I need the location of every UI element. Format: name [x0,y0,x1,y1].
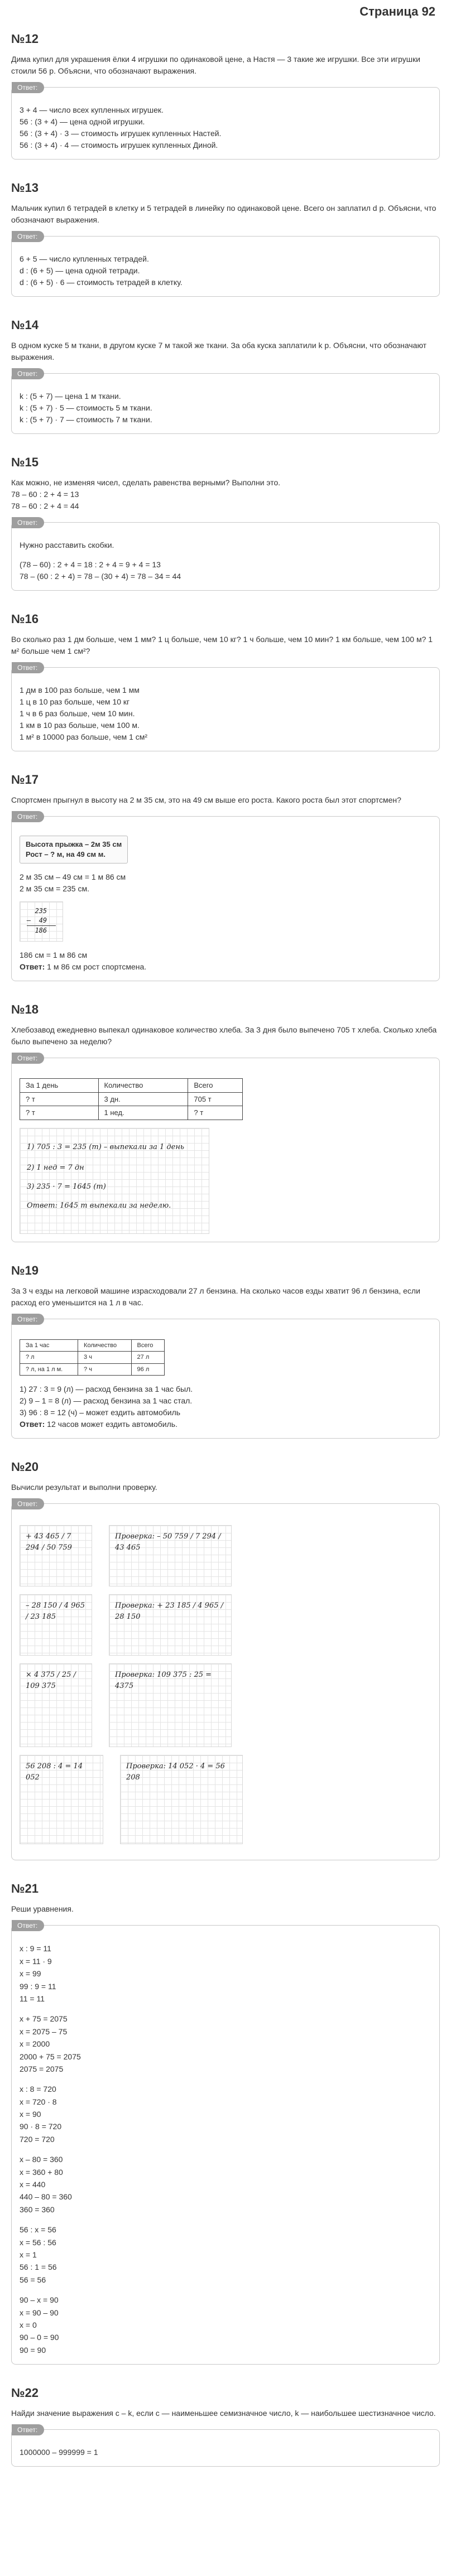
answer-box [11,233,440,297]
answer-line: 1 км в 10 раз больше, чем 100 м. [20,721,140,730]
answer-line: x = 440 [20,2180,46,2189]
table-row [20,1352,165,1364]
task-19 [11,1261,440,1439]
check-text: Проверка: 14 052 · 4 = 56 208 [126,1762,228,1782]
check-text: Проверка: 109 375 : 25 = 4375 [115,1671,214,1690]
hand-line: 3) 235 · 7 = 1645 (т) [27,1182,106,1191]
answer-tag: Ответ: [12,811,44,822]
task-number: №16 [11,612,39,626]
task-question: Мальчик купил 6 тетрадей в клетку и 5 тетрадей в линейку по одинаковой цене. Всего он заплатил d р. Объясни, что обозначают выражения. [11,204,436,224]
table-cell: 1 нед. [98,1106,188,1120]
answer-line: 90 – x = 90 [20,2295,59,2305]
answer-line: 2 м 35 см = 235 см. [20,884,89,894]
task-17 [11,770,440,981]
answer-tag: Ответ: [12,1498,44,1509]
answer-line: k : (5 + 7) · 5 — стоимость 5 м ткани. [20,403,152,412]
answer-line: 90 – 0 = 90 [20,2333,59,2342]
answer-line: x : 8 = 720 [20,2085,56,2094]
answer-tag: Ответ: [12,1920,44,1931]
answer-line: x = 90 [20,2110,41,2119]
answer-line: 1 м² в 10000 раз больше, чем 1 см² [20,732,148,741]
calc-row [20,1525,431,1586]
table-row [20,1079,243,1093]
table-cell: 705 т [188,1092,243,1106]
task-number: №18 [11,1002,39,1017]
handwritten-calc [20,1594,92,1656]
answer-line: 2) 9 – 1 = 8 (л) — расход бензина за 1 час стал. [20,1396,193,1406]
answer-box [11,519,440,591]
task-question: Вычисли результат и выполни проверку. [11,1483,157,1492]
handwritten-check [109,1594,232,1656]
final-answer-label: Ответ: [20,1420,45,1429]
final-answer-label: Ответ: [20,962,45,972]
scheme-line: Рост – ? м, на 49 см м. [26,850,106,859]
table-cell: За 1 час [20,1339,78,1352]
handwritten-check [120,1755,243,1844]
table-cell: Всего [188,1079,243,1093]
data-table [20,1339,165,1376]
check-text: Проверка: + 23 185 / 4 965 / 28 150 [115,1601,226,1621]
answer-line: 186 см = 1 м 86 см [20,951,88,960]
task-number: №21 [11,1882,39,1896]
answer-line: k : (5 + 7) · 7 — стоимость 7 м ткани. [20,415,152,424]
hand-line: 2) 1 нед = 7 дн [27,1163,84,1172]
data-table [20,1078,243,1120]
task-22 [11,2384,440,2467]
handwritten-calc [20,1525,92,1586]
answer-line: 90 · 8 = 720 [20,2122,62,2131]
answer-line: 56 : (3 + 4) — цена одной игрушки. [20,117,145,126]
table-row [20,1363,165,1376]
table-cell: ? л [20,1352,78,1364]
answer-line: 6 + 5 — число купленных тетрадей. [20,254,149,263]
answer-tag: Ответ: [12,1053,44,1064]
answer-box [11,1054,440,1242]
task-question [11,477,440,512]
answer-box [11,813,440,981]
answer-line: 720 = 720 [20,2134,55,2144]
answer-line: 56 = 56 [20,2275,46,2284]
hand-line: Ответ: 1645 т выпекали за неделю. [27,1201,171,1210]
scheme-line: Высота прыжка – 2м 35 см [26,840,122,848]
answer-box [11,1922,440,2365]
answer-line: 3 + 4 — число всех купленных игрушек. [20,105,164,114]
answer-box [11,2426,440,2467]
task-question: Реши уравнения. [11,1904,74,1914]
calc-row [20,1594,431,1656]
answer-tag: Ответ: [12,231,44,242]
answer-box [11,664,440,751]
page-title: Страница 92 [359,4,435,18]
answer-line: 3) 96 : 8 = 12 (ч) – может ездить автомобиль [20,1408,181,1417]
handwritten-solution [20,1128,209,1234]
answer-line: 56 : (3 + 4) · 4 — стоимость игрушек купленных Диной. [20,141,218,149]
answer-tag: Ответ: [12,82,44,93]
answer-line: 1000000 – 999999 = 1 [20,2448,98,2457]
task-question: За 3 ч езды на легковой машине израсходовали 27 л бензина. На сколько часов езды хватит 96 л бензина, если расход его уменьшится на 1 л в час. [11,1286,420,1307]
final-answer-text: 12 часов может ездить автомобиль. [45,1420,177,1429]
task-number: №17 [11,773,39,787]
answer-line: x = 720 · 8 [20,2097,57,2106]
answer-tag: Ответ: [12,662,44,673]
question-line: Как можно, не изменяя чисел, сделать равенства верными? Выполни это. [11,478,281,487]
task-question: Спортсмен прыгнул в высоту на 2 м 35 см, это на 49 см выше его роста. Какого роста был этот спортсмен? [11,795,401,804]
answer-line: d : (6 + 5) · 6 — стоимость тетрадей в клетку. [20,278,183,287]
task-15 [11,453,440,591]
task-number: №13 [11,181,39,195]
answer-line: 56 : (3 + 4) · 3 — стоимость игрушек купленных Настей. [20,129,222,138]
calc-text: – 28 150 / 4 965 / 23 185 [26,1601,88,1621]
scheme-box [20,836,128,864]
answer-tag: Ответ: [12,368,44,379]
table-cell: Всего [131,1339,164,1352]
answer-line: x = 2075 – 75 [20,2027,68,2036]
task-12 [11,30,440,160]
answer-line: 440 – 80 = 360 [20,2192,72,2202]
final-answer [20,1419,431,1430]
calc-text: + 43 465 / 7 294 / 50 759 [26,1532,74,1552]
answer-line: x = 56 : 56 [20,2237,56,2247]
answer-line: 78 – (60 : 2 + 4) = 78 – (30 + 4) = 78 – 34 = 44 [20,572,181,581]
answer-line: 56 : 1 = 56 [20,2263,57,2272]
table-cell: ? л, на 1 л м. [20,1363,78,1376]
calc-row [20,1755,431,1844]
answer-line: x + 75 = 2075 [20,2014,68,2024]
answer-line: x = 99 [20,1969,41,1979]
answer-line: 99 : 9 = 11 [20,1981,56,1991]
calc-line: 186 [27,927,47,935]
answer-box [11,370,440,434]
answer-line: 360 = 360 [20,2204,55,2214]
table-row [20,1106,243,1120]
answer-line: x = 11 · 9 [20,1956,52,1966]
answer-line: k : (5 + 7) — цена 1 м ткани. [20,392,121,401]
answer-line: Нужно расставить скобки. [20,541,114,549]
answer-line: 11 = 11 [20,1994,45,2003]
task-number: №14 [11,318,39,332]
answer-box [11,1315,440,1439]
column-calculation [20,901,63,942]
hand-line: 1) 705 : 3 = 235 (т) – выпекали за 1 день [27,1142,185,1151]
table-cell: За 1 день [20,1079,99,1093]
answer-line: 2075 = 2075 [20,2064,64,2073]
table-cell: ? т [20,1092,99,1106]
handwritten-check [109,1663,232,1747]
answer-line: 1 ц в 10 раз больше, чем 10 кг [20,697,130,706]
handwritten-calc [20,1755,103,1844]
answer-line: 1 ч в 6 раз больше, чем 10 мин. [20,709,135,718]
task-number: №19 [11,1263,39,1277]
task-20 [11,1458,440,1860]
answer-line: 1) 27 : 3 = 9 (л) — расход бензина за 1 час был. [20,1385,193,1394]
answer-line: 56 : x = 56 [20,2225,56,2235]
final-answer-text: 1 м 86 см рост спортсмена. [45,962,147,972]
table-cell: 3 дн. [98,1092,188,1106]
table-cell: Количество [78,1339,132,1352]
table-cell: 3 ч [78,1352,132,1364]
table-cell: 27 л [131,1352,164,1364]
answer-tag: Ответ: [12,517,44,528]
answer-line: x = 90 – 90 [20,2308,59,2317]
calc-line: 235 [27,907,47,915]
table-cell: Количество [98,1079,188,1093]
task-question: Найди значение выражения c – k, если c — наименьшее семизначное число, k — наибольшее шестизначное число. [11,2409,436,2418]
answer-line: x = 0 [20,2320,37,2329]
task-number: №20 [11,1460,39,1474]
table-cell: 96 л [131,1363,164,1376]
handwritten-calc [20,1663,92,1747]
page-header [11,0,440,26]
task-number: №15 [11,455,39,469]
task-number: №22 [11,2386,39,2400]
handwritten-check [109,1525,232,1586]
check-text: Проверка: – 50 759 / 7 294 / 43 465 [115,1532,223,1552]
answer-line: 90 = 90 [20,2345,46,2355]
table-cell: ? т [20,1106,99,1120]
task-21 [11,1879,440,2365]
task-question: Дима купил для украшения ёлки 4 игрушки по одинаковой цене, а Настя — 3 такие же игрушки. Все эти игрушки стоили 56 р. Объясни, что обозначают выражения. [11,55,420,75]
calc-line: – 49 [27,916,56,926]
task-16 [11,610,440,751]
task-14 [11,316,440,434]
answer-box [11,1500,440,1860]
task-number: №12 [11,32,39,46]
task-question: В одном куске 5 м ткани, в другом куске 7 м такой же ткани. За оба куска заплатили k р. Объясни, что обозначают выражения. [11,341,427,361]
calc-text: 56 208 : 4 = 14 052 [26,1762,85,1782]
calc-row [20,1663,431,1747]
answer-box [11,84,440,160]
answer-tag: Ответ: [12,2424,44,2435]
table-row [20,1092,243,1106]
question-line: 78 – 60 : 2 + 4 = 44 [11,501,79,510]
final-answer [20,961,431,973]
task-13 [11,179,440,297]
table-row [20,1339,165,1352]
table-cell: ? ч [78,1363,132,1376]
answer-line: x : 9 = 11 [20,1944,51,1953]
task-question: Хлебозавод ежедневно выпекал одинаковое количество хлеба. За 3 дня было выпечено 705 т хлеба. Сколько хлеба было выпечено за неделю? [11,1025,437,1046]
answer-line: 1 дм в 100 раз больше, чем 1 мм [20,686,140,694]
answer-line: d : (6 + 5) — цена одной тетради. [20,266,140,275]
answer-line: (78 – 60) : 2 + 4 = 18 : 2 + 4 = 9 + 4 = 13 [20,560,161,569]
answer-line: x = 360 + 80 [20,2167,63,2177]
table-cell: ? т [188,1106,243,1120]
task-18 [11,1000,440,1242]
answer-line: 2 м 35 см – 49 см = 1 м 86 см [20,872,126,882]
answer-line: x = 2000 [20,2039,50,2049]
task-question: Во сколько раз 1 дм больше, чем 1 мм? 1 ц больше, чем 10 кг? 1 ч больше, чем 10 мин? 1 км больше, чем 100 м? 1 м² больше чем 1 см²? [11,635,433,655]
answer-line: 2000 + 75 = 2075 [20,2052,81,2061]
question-line: 78 – 60 : 2 + 4 = 13 [11,490,79,499]
calc-text: × 4 375 / 25 / 109 375 [26,1671,79,1690]
answer-line: x = 1 [20,2250,37,2259]
answer-line: x – 80 = 360 [20,2155,63,2164]
answer-tag: Ответ: [12,1314,44,1325]
